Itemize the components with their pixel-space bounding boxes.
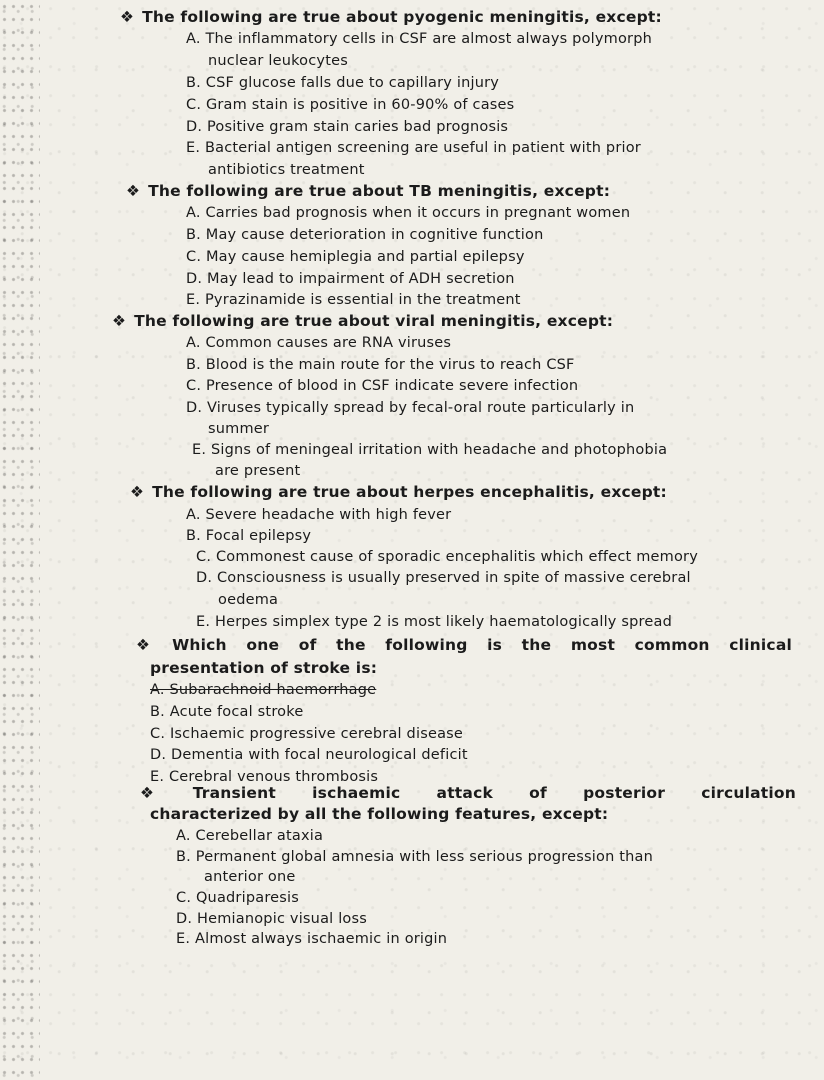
q4-option-c: C. Commonest cause of sporadic encephalitis which effect memory bbox=[196, 549, 698, 565]
q6-option-a: A. Cerebellar ataxia bbox=[176, 828, 324, 844]
q6-option-c: C. Quadriparesis bbox=[176, 890, 300, 906]
bullet-icon: ❖ bbox=[126, 182, 141, 200]
q6-option-d: D. Hemianopic visual loss bbox=[176, 911, 368, 927]
q1-option-d: D. Positive gram stain caries bad prognosis bbox=[186, 119, 509, 135]
question-6-stem-cont: characterized by all the following features, except: bbox=[150, 805, 609, 823]
q4-option-b: B. Focal epilepsy bbox=[186, 528, 312, 544]
question-2-stem: ❖ The following are true about TB meningitis, except: bbox=[126, 182, 611, 200]
q4-option-a: A. Severe headache with high fever bbox=[186, 507, 452, 523]
scan-edge-noise bbox=[0, 0, 40, 1080]
q4-option-d: D. Consciousness is usually preserved in spite of massive cerebral bbox=[196, 570, 691, 586]
bullet-icon: ❖ bbox=[140, 784, 185, 802]
q3-option-c: C. Presence of blood in CSF indicate severe infection bbox=[186, 378, 579, 394]
q1-option-e-cont: antibiotics treatment bbox=[208, 162, 365, 178]
question-5-stem-cont: presentation of stroke is: bbox=[150, 659, 378, 677]
q3-option-d-cont: summer bbox=[208, 421, 270, 437]
q1-option-a: A. The inflammatory cells in CSF are almost always polymorph bbox=[186, 31, 653, 47]
q3-option-d: D. Viruses typically spread by fecal-oral route particularly in bbox=[186, 400, 635, 416]
question-3-stem: ❖ The following are true about viral meningitis, except: bbox=[112, 312, 614, 330]
q3-option-e-cont: are present bbox=[215, 463, 301, 479]
q5-option-e: E. Cerebral venous thrombosis bbox=[150, 769, 379, 785]
bullet-icon: ❖ bbox=[136, 636, 165, 654]
q4-option-d-cont: oedema bbox=[218, 592, 279, 608]
q5-option-c: C. Ischaemic progressive cerebral disease bbox=[150, 726, 464, 742]
q1-option-b: B. CSF glucose falls due to capillary injury bbox=[186, 75, 500, 91]
question-1-stem: ❖ The following are true about pyogenic meningitis, except: bbox=[120, 8, 662, 26]
q1-option-e: E. Bacterial antigen screening are useful in patient with prior bbox=[186, 140, 641, 156]
q1-option-a-cont: nuclear leukocytes bbox=[208, 53, 348, 69]
q3-option-e: E. Signs of meningeal irritation with headache and photophobia bbox=[192, 442, 668, 458]
q2-option-a: A. Carries bad prognosis when it occurs in pregnant women bbox=[186, 205, 631, 221]
q5-option-b: B. Acute focal stroke bbox=[150, 704, 304, 720]
question-6-stem: ❖ Transient ischaemic attack of posterior circulation bbox=[140, 784, 796, 802]
q2-option-e: E. Pyrazinamide is essential in the treatment bbox=[186, 292, 521, 308]
q2-option-b: B. May cause deterioration in cognitive function bbox=[186, 227, 544, 243]
q6-option-b: B. Permanent global amnesia with less serious progression than bbox=[176, 849, 654, 865]
bullet-icon: ❖ bbox=[120, 8, 135, 26]
question-4-stem: ❖ The following are true about herpes encephalitis, except: bbox=[130, 483, 667, 501]
q2-option-c: C. May cause hemiplegia and partial epilepsy bbox=[186, 249, 525, 265]
q4-option-e: E. Herpes simplex type 2 is most likely haematologically spread bbox=[196, 614, 673, 630]
q3-option-a: A. Common causes are RNA viruses bbox=[186, 335, 452, 351]
bullet-icon: ❖ bbox=[130, 483, 145, 501]
q3-option-b: B. Blood is the main route for the virus to reach CSF bbox=[186, 357, 575, 373]
q6-option-e: E. Almost always ischaemic in origin bbox=[176, 931, 448, 947]
q1-option-c: C. Gram stain is positive in 60-90% of cases bbox=[186, 97, 515, 113]
question-5-stem: ❖ Which one of the following is the most common clinical bbox=[136, 636, 792, 654]
q5-option-d: D. Dementia with focal neurological deficit bbox=[150, 747, 468, 763]
q2-option-d: D. May lead to impairment of ADH secretion bbox=[186, 271, 515, 287]
q5-option-a: A. Subarachnoid haemorrhage bbox=[150, 682, 377, 698]
q6-option-b-cont: anterior one bbox=[204, 869, 296, 885]
bullet-icon: ❖ bbox=[112, 312, 127, 330]
